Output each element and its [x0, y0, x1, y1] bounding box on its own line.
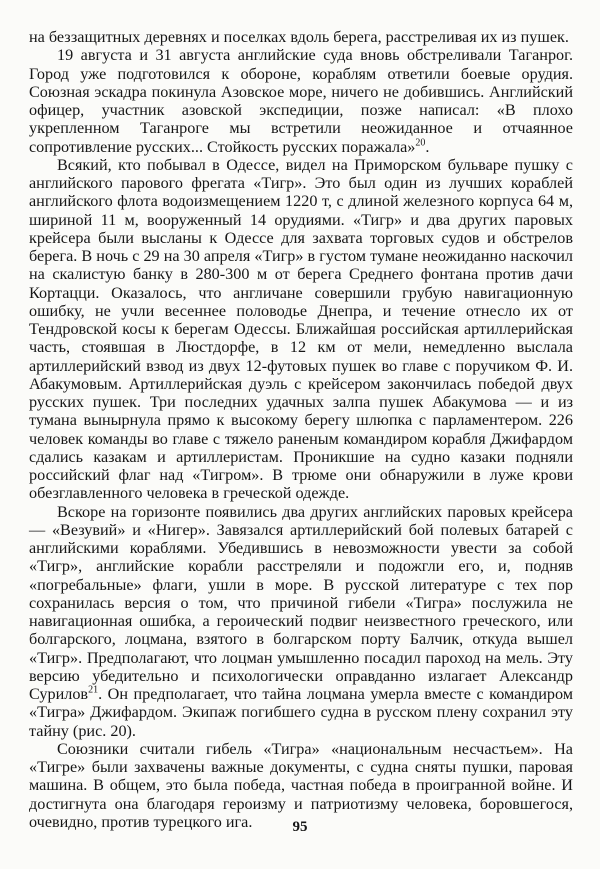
paragraph-3-text: Всякий, кто побывал в Одессе, видел на Приморском бульваре пушку с английского парового фрегата «Тигр». Это был один из лучших кораблей английского флота водоизмещением 1220 т, с длиной железного корпуса 64 м, шириной 11 м, вооруженный 14 орудиями. «Тигр» и два других паровых крейсера были высланы к Одессе для захвата торговых судов и обстрелов берега. В ночь с 29 на 30 апреля «Тигр» в густом тумане неожиданно наскочил на скалистую банку в 280-300 м от берега Среднего фонтана против дачи Кортацци. Оказалось, что англичане совершили грубую навигационную ошибку, не учли весеннее половодье Днепра, и течение отнесло их от Тендровской косы к берегам Одессы. Ближайшая российская артиллерийская часть, стоявшая в Люстдорфе, в 12 км от мели, немедленно выслала артиллерийский взвод из двух 12-футовых пушек во главе с поручиком Ф. И. Абакумовым. Артиллерийская дуэль с крейсером закончилась победой двух русских пушек. Три последних удачных залпа пушек Абакумова — и из тумана вынырнула прямо к высокому берегу шлюпка с парламентером. 226 человек команды во главе с тяжело раненым командиром корабля Джифардом сдались казакам и артиллеристам. Проникшие на судно казаки подняли российский флаг над «Тигром». В трюме они обнаружили в луже крови обезглавленного человека в греческой одежде.: [29, 155, 573, 503]
paragraph-4-text: Вскоре на горизонте появились два других английских паровых крейсера — «Везувий» и «Нигер». Завязался артиллерийский бой полевых батарей с английскими кораблями. Убедившись в невозможности увести за собой «Тигр», английские корабли расстреляли и подожгли его, и, подняв «погребальные» флаги, ушли в море. В русской литературе с тех пор сохранилась версия о том, что причиной гибели «Тигра» послужила не навигационная ошибка, а героический подвиг неизвестного греческого, или болгарского, лоцмана, взятого в болгарском порту Балчик, откуда вышел «Тигр». Предполагают, что лоцман умышленно посадил пароход на мель. Эту версию убедительно и психологически оправданно излагает Александр Сурилов: [29, 502, 573, 703]
footnote-ref-21: 21: [88, 684, 99, 696]
paragraph-2: [29, 46, 573, 156]
paragraph-2-tail: .: [425, 137, 430, 156]
paragraph-1: [29, 28, 573, 46]
paragraph-3: [29, 156, 573, 503]
paragraph-5-text: Союзники считали гибель «Тигра» «национальным несчастьем». На «Тигре» были захвачены важные документы, с судна сняты пушки, паровая машина. В общем, это была победа, частная победа в проигранной войне. И достигнута она благодаря героизму и патриотизму человека, боровшегося, очевидно, против турецкого ига.: [29, 739, 573, 831]
paragraph-2-text: 19 августа и 31 августа английские суда вновь обстреливали Таганрог. Город уже подготовился к обороне, кораблям ответили боевые орудия. Союзная эскадра покинула Азовское море, ничего не добившись. Английский офицер, участник азовской экспедиции, позже написал: «В плохо укрепленном Таганроге мы встретили неожиданное и отчаянное сопротивление русских... Стойкость русских поражала»: [29, 46, 573, 156]
paragraph-4-tail: . Он предполагает, что тайна лоцмана умерла вместе с командиром «Тигра» Джифардом. Экипаж погибшего судна в русском плену сохранил эту тайну (рис. 20).: [29, 685, 573, 740]
paragraph-4: [29, 503, 573, 740]
page-number: 95: [292, 819, 308, 835]
paragraph-1-text: на беззащитных деревнях и поселках вдоль берега, расстреливая их из пушек.: [29, 28, 569, 46]
footnote-ref-20: 20: [415, 137, 426, 149]
